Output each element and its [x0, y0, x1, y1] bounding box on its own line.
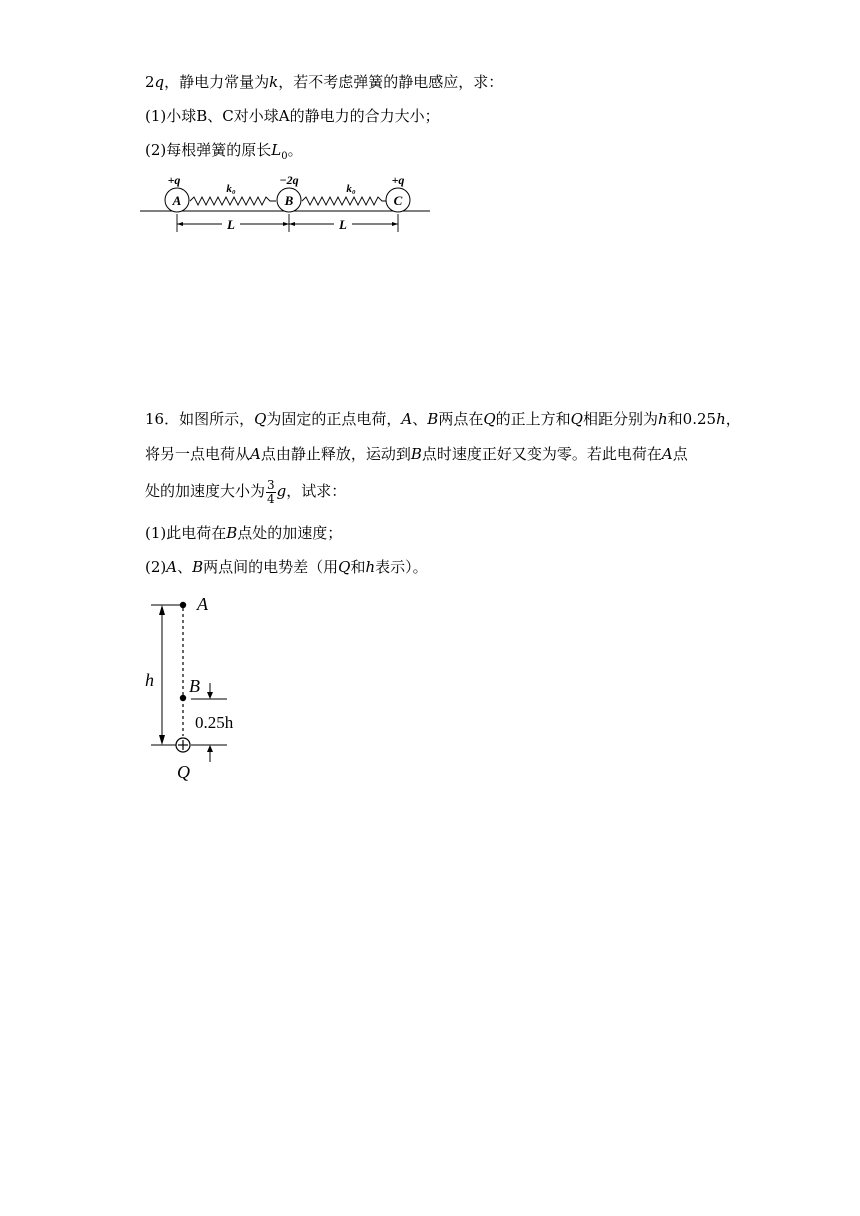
dist1-label: L: [227, 217, 235, 232]
label-b: B: [189, 676, 200, 696]
ball-c-label: C: [393, 193, 403, 208]
q16-part1: (1)此电荷在B点处的加速度；: [145, 524, 343, 542]
q16-line1: 16．如图所示，Q为固定的正点电荷，A、B两点在Q的正上方和Q相距分别为h和0.25h，: [145, 410, 741, 428]
dist-label: 0.25h: [195, 713, 234, 732]
q15-part1: (1)小球B、C对小球A的静电力的合力大小；: [145, 107, 440, 125]
point-b: [180, 695, 186, 701]
fraction-three-quarters: $\frac{3}{4}$: [267, 477, 275, 506]
charge-c: +q: [391, 173, 405, 187]
dist2-label: L: [339, 217, 347, 232]
point-charge-figure: [135, 588, 265, 788]
label-q: Q: [177, 762, 190, 782]
spring-right: [302, 197, 386, 205]
q16-line3: 处的加速度大小为 $\frac{3}{4}$ g，试求：: [145, 477, 347, 506]
q16-line2: 将另一点电荷从A点由静止释放，运动到B点时速度正好又变为零。若此电荷在A点: [145, 445, 688, 463]
h-label: h: [145, 670, 154, 690]
spring-left: [190, 197, 276, 205]
ball-b-label: B: [284, 193, 294, 208]
spring2-label: k₀: [346, 183, 356, 195]
spring-charges-figure: [140, 168, 440, 238]
point-a: [180, 602, 186, 608]
q15-part2: (2)每根弹簧的原长$L_0$。: [145, 141, 303, 162]
ball-a-label: A: [172, 193, 182, 208]
q16-part2: (2)A、B两点间的电势差（用Q和h表示）。: [145, 558, 428, 576]
spring1-label: k₀: [226, 183, 236, 195]
q15-line1: 2q，静电力常量为k，若不考虑弹簧的静电感应，求：: [145, 73, 504, 91]
charge-b: −2q: [279, 173, 299, 187]
label-a: A: [197, 594, 208, 614]
charge-a: +q: [167, 173, 181, 187]
